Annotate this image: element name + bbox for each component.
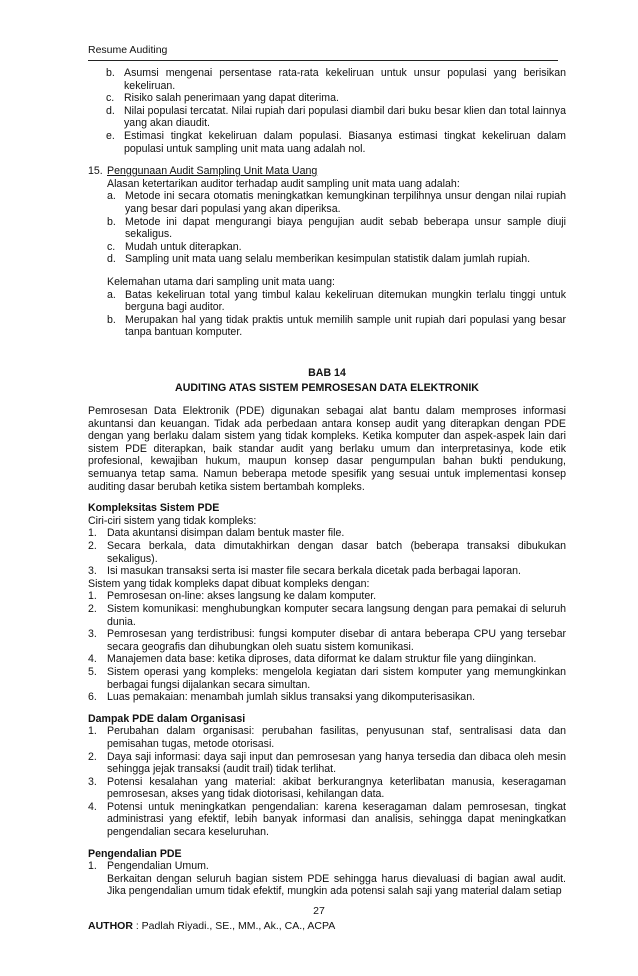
page-number: 27: [313, 905, 325, 917]
list-item: [107, 241, 566, 254]
footer-text: : Padlah Riyadi., SE., MM., Ak., CA., ACPA: [132, 920, 336, 932]
list-text: Potensi untuk meningkatkan pengendalian: karena keseragaman dalam pemrosesan, tingkat administrasi yang efektif, lebih banyak informasi dan analisis, sehingga dapat meningkatkan pengendalian secara keseluruhan.: [107, 800, 566, 839]
list-marker: b.: [107, 215, 116, 228]
list-text: Secara berkala, data dimutakhirkan dengan dasar batch (beberapa transaksi dibukukan sekaligus).: [107, 540, 566, 565]
list-marker: 4.: [88, 653, 97, 666]
list-text: Pemrosesan yang terdistribusi: fungsi komputer disebar di antara beberapa CPU yang tersebar secara geografis dan dihubungkan oleh suatu sistem komunikasi.: [107, 628, 566, 653]
list-marker: c.: [107, 240, 116, 253]
list-marker: 3.: [88, 565, 97, 578]
list-marker: d.: [106, 104, 115, 117]
list-marker: 1.: [88, 860, 97, 873]
chapter-label: BAB 14: [308, 366, 346, 379]
list-marker: d.: [107, 253, 116, 266]
list-text: Asumsi mengenai persentase rata-rata kekeliruan untuk unsur populasi yang berisikan kekeliruan.: [124, 67, 566, 92]
list-text: Metode ini secara otomatis meningkatkan kemungkinan terpilihnya unsur dengan nilai rupiah yang besar dari populasi yang akan diperiksa.: [125, 190, 566, 215]
list-marker: 1.: [88, 590, 97, 603]
list-item: [107, 190, 566, 215]
section-number: 15.: [88, 165, 103, 178]
weakness-intro: Kelemahan utama dari sampling unit mata uang:: [107, 275, 335, 288]
list-text: Berkaitan dengan seluruh bagian sistem PDE sehingga harus dievaluasi di bagian awal audit. Jika pengendalian umum tidak efektif, mungkin ada potensi salah saji yang material dalam setiap: [107, 872, 566, 898]
top-list: [88, 67, 566, 155]
list-marker: 1.: [88, 527, 97, 540]
numbered-list: [88, 860, 566, 898]
list-marker: 2.: [88, 750, 97, 763]
list-text: Pemrosesan on-line: akses langsung ke dalam komputer.: [107, 590, 377, 603]
header-rule: [88, 60, 558, 61]
list-marker: 5.: [88, 665, 97, 678]
page-footer: [88, 920, 335, 933]
list-text: Data akuntansi disimpan dalam bentuk master file.: [107, 527, 345, 540]
section-heading: Dampak PDE dalam Organisasi: [88, 712, 246, 725]
numbered-list: [88, 590, 566, 703]
list-item: [88, 801, 566, 839]
list-item: [88, 666, 566, 691]
list-text: Batas kekeliruan total yang timbul kalau kekeliruan ditemukan mungkin terlalu tinggi untuk berguna bagi auditor.: [125, 288, 566, 314]
list-marker: a.: [107, 190, 116, 203]
list-marker: 6.: [88, 691, 97, 704]
list-marker: b.: [107, 313, 116, 326]
list-text: Nilai populasi tercatat. Nilai rupiah dari populasi diambil dari buku besar klien dan total lainnya yang akan diaudit.: [124, 104, 566, 130]
section-title: Penggunaan Audit Sampling Unit Mata Uang: [107, 165, 318, 178]
paragraph: Sistem yang tidak kompleks dapat dibuat kompleks dengan:: [88, 577, 370, 590]
list-item: [88, 628, 566, 653]
list-marker: 2.: [88, 540, 97, 552]
list-marker: 2.: [88, 602, 97, 615]
running-header: Resume Auditing: [88, 44, 168, 56]
section-intro: Alasan ketertarikan auditor terhadap audit sampling unit mata uang adalah:: [107, 177, 460, 190]
list-text: Sistem komunikasi: menghubungkan komputer secara langsung dengan para pemakai di seluruh dunia.: [107, 602, 566, 628]
list-marker: b.: [106, 67, 115, 79]
list-text: Luas pemakaian: menambah jumlah siklus transaksi yang dikomputerisasikan.: [107, 691, 476, 704]
list-text: Daya saji informasi: daya saji input dan pemrosesan yang hanya tersedia dan dibaca oleh mesin sehingga jejak transaksi (audit trail) tidak terlihat.: [107, 750, 566, 776]
list-text: Perubahan dalam organisasi: perubahan fasilitas, penyusunan staf, sentralisasi data dan pemisahan tugas, metode otorisasi.: [107, 725, 566, 750]
section-heading: Kompleksitas Sistem PDE: [88, 502, 220, 515]
list-text: Sampling unit mata uang selalu memberikan kesimpulan statistik dalam jumlah rupiah.: [125, 253, 531, 266]
list-title: Pengendalian Umum.: [107, 860, 209, 873]
section-15: [88, 165, 566, 339]
list-text: Estimasi tingkat kekeliruan dalam populasi. Biasanya estimasi tingkat kekeliruan dalam populasi untuk sampling unit mata uang adalah nol.: [124, 129, 566, 155]
list-item: [88, 603, 566, 628]
list-item: [88, 725, 566, 750]
list-item: [88, 776, 566, 801]
chapter-intro: Pemrosesan Data Elektronik (PDE) digunakan sebagai alat bantu dalam memproses informasi akuntansi dan keuangan. Tidak ada perbedaan antara konsep audit yang diterapkan dengan PDE dengan yang berlaku dalam sistem yang tidak kompleks. Ketika komputer dan aspek-aspek lain dari sistem PDE diterapkan, baik standar audit yang berlaku umum dan interpretasinya, kode etik profesional, kewajiban hukum, maupun konsep dasar pengumpulan bahan bukti pendukung, semuanya tetap sama. Namun beberapa metode spesifik yang sesuai untuk implementasi konsep auditing dasar berubah ketika sistem bertambah kompleks.: [88, 405, 566, 493]
list-item: [106, 92, 566, 105]
list-item: [106, 67, 566, 92]
list-item: [88, 653, 566, 666]
list-item: [106, 105, 566, 130]
list-marker: 3.: [88, 775, 97, 788]
list-item: [107, 289, 566, 314]
list-item: [107, 253, 566, 266]
list-marker: 3.: [88, 628, 97, 641]
chapter-title: AUDITING ATAS SISTEM PEMROSESAN DATA ELEKTRONIK: [175, 382, 479, 395]
list-item: [107, 216, 566, 241]
list-item: [88, 540, 566, 565]
list-text: Merupakan hal yang tidak praktis untuk memilih sample unit rupiah dari populasi yang besar tanpa bantuan komputer.: [125, 313, 566, 339]
list-text: Mudah untuk diterapkan.: [125, 240, 242, 253]
list-marker: a.: [107, 288, 116, 301]
reasons-list: [107, 190, 566, 266]
list-item: [88, 860, 566, 898]
list-item: [88, 590, 566, 603]
list-marker: 1.: [88, 725, 97, 738]
list-text: Risiko salah penerimaan yang dapat diterima.: [124, 92, 339, 105]
list-item: [88, 751, 566, 776]
page-content: [88, 67, 566, 898]
list-item: [88, 565, 566, 578]
list-item: [88, 527, 566, 540]
list-text: Metode ini dapat mengurangi biaya pengujian audit sebab beberapa unsur sample diuji sekaligus.: [125, 215, 566, 241]
list-item: [88, 691, 566, 704]
list-text: Sistem operasi yang kompleks: mengelola kegiatan dari sistem komputer yang memungkinkan berbagai fungsi dijalankan secara simultan.: [107, 665, 566, 691]
list-marker: 4.: [88, 800, 97, 813]
numbered-list: [88, 725, 566, 838]
footer-label: AUTHOR: [88, 920, 133, 932]
list-marker: c.: [106, 92, 115, 105]
list-item: [106, 130, 566, 155]
list-marker: e.: [106, 129, 115, 142]
list-text: Manajemen data base: ketika diproses, data diformat ke dalam struktur file yang diinginkan.: [107, 653, 537, 666]
section-heading: Pengendalian PDE: [88, 847, 182, 860]
list-text: Isi masukan transaksi serta isi master file secara berkala dicetak pada berbagai laporan.: [107, 565, 521, 578]
list-item: [107, 314, 566, 339]
numbered-list: [88, 527, 566, 577]
paragraph: Ciri-ciri sistem yang tidak kompleks:: [88, 514, 257, 527]
list-text: Potensi kesalahan yang material: akibat berkurangnya keterlibatan manusia, keseragaman pemrosesan, akses yang tidak diotorisasi, kehilangan data.: [107, 775, 566, 801]
weakness-list: [107, 289, 566, 339]
